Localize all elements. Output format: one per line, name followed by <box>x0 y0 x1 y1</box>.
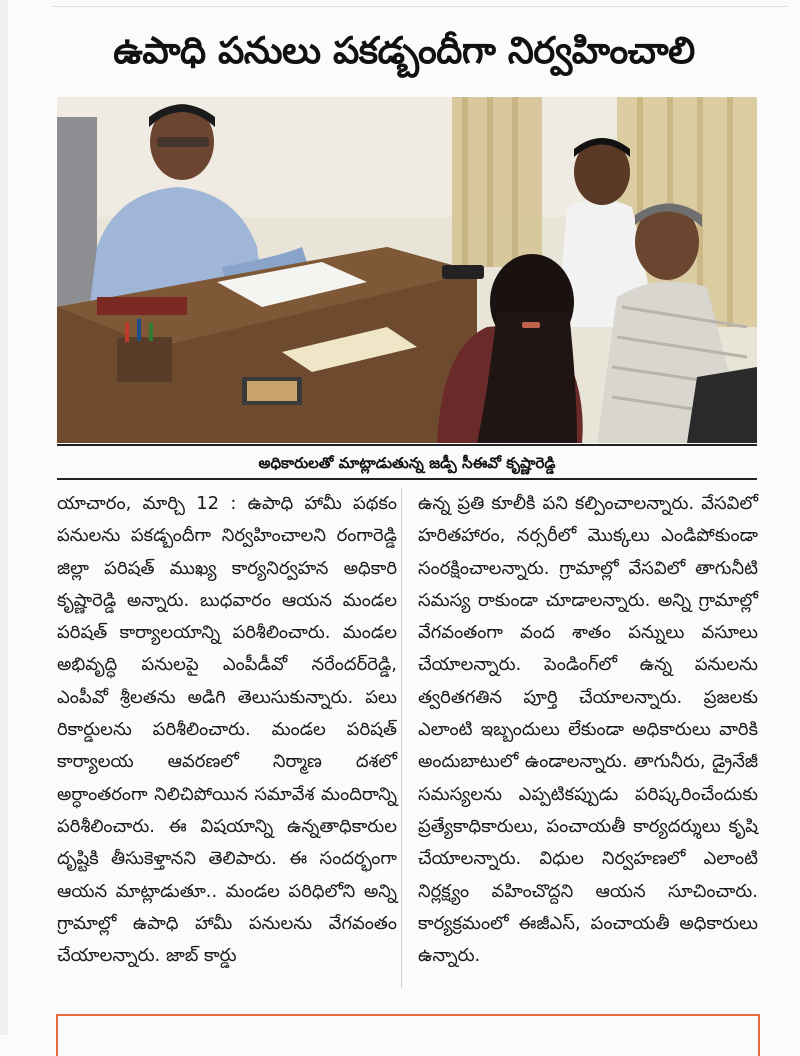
caption-top-rule <box>57 444 757 446</box>
page-gutter <box>0 0 8 1035</box>
article-headline: ఉపాధి పనులు పకడ్బందీగా నిర్వహించాలి <box>113 29 695 72</box>
top-rule <box>52 6 788 7</box>
next-article-box-edge <box>56 1014 760 1056</box>
photo-caption: అధికారులతో మాట్లాడుతున్న జడ్పీ సీఈవో కృష్ణారెడ్డి <box>258 454 556 472</box>
article-photo <box>57 97 757 443</box>
body-column-right <box>418 488 758 972</box>
body-text-right: ఉన్న ప్రతి కూలీకి పని కల్పించాలన్నారు. వేసవిలో హరితహారం, నర్సరీలో మొక్కలు ఎండిపోకుండా సంరక్షించాలన్నారు. గ్రామాల్లో వేసవిలో తాగునీటి సమస్య రాకుండా చూడాలన్నారు. అన్ని గ్రామాల్లో వేగవంతంగా వంద శాతం పన్నులు వసూలు చేయాలన్నారు. పెండింగ్‌లో ఉన్న పనులను త్వరితగతిన పూర్తి చేయాలన్నారు. ప్రజలకు ఎలాంటి ఇబ్బందులు లేకుండా అధికారులు వారికి అందుబాటులో ఉండాలన్నారు. తాగునీరు, డ్రైనేజీ సమస్యలను ఎప్పటికప్పుడు పరిష్కరించేందుకు ప్రత్యేకాధికారులు, పంచాయతీ కార్యదర్శులు కృషి చేయాలన్నారు. విధుల నిర్వహణలో ఎలాంటి నిర్లక్ష్యం వహించొద్దని ఆయన సూచించారు. కార్యక్రమంలో ఈజీఎస్, పంచాయతీ అధికారులు ఉన్నారు. <box>418 493 758 967</box>
body-column-left <box>57 488 397 972</box>
office-meeting-illustration <box>57 97 757 443</box>
caption-bottom-rule <box>57 478 757 480</box>
body-text-left: యాచారం, మార్చి 12 : ఉపాధి హామీ పథకం పనులను పకడ్బందీగా నిర్వహించాలని రంగారెడ్డి జిల్లా పరిషత్ ముఖ్య కార్యనిర్వహన అధికారి కృష్ణారెడ్డి అన్నారు. బుధవారం ఆయన మండల పరిషత్ కార్యాలయాన్ని పరిశీలించారు. మండల అభివృద్ధి పనులపై ఎంపీడీవో నరేందర్‌రెడ్డి, ఎంపీవో శ్రీలతను అడిగి తెలుసుకున్నారు. పలు రికార్డులను పరిశీలించారు. మండల పరిషత్ కార్యాలయ ఆవరణలో నిర్మాణ దశలో అర్ధాంతరంగా నిలిచిపోయిన సమావేశ మందిరాన్ని పరిశీలించారు. ఈ విషయాన్ని ఉన్నతాధికారుల దృష్టికి తీసుకెళ్తానని తెలిపారు. ఈ సందర్భంగా ఆయన మాట్లాడుతూ.. మండల పరిధిలోని అన్ని గ్రామాల్లో ఉపాధి హామీ పనులను వేగవంతం చేయాలన్నారు. జాబ్ కార్డు <box>57 493 397 967</box>
column-divider <box>401 488 402 988</box>
